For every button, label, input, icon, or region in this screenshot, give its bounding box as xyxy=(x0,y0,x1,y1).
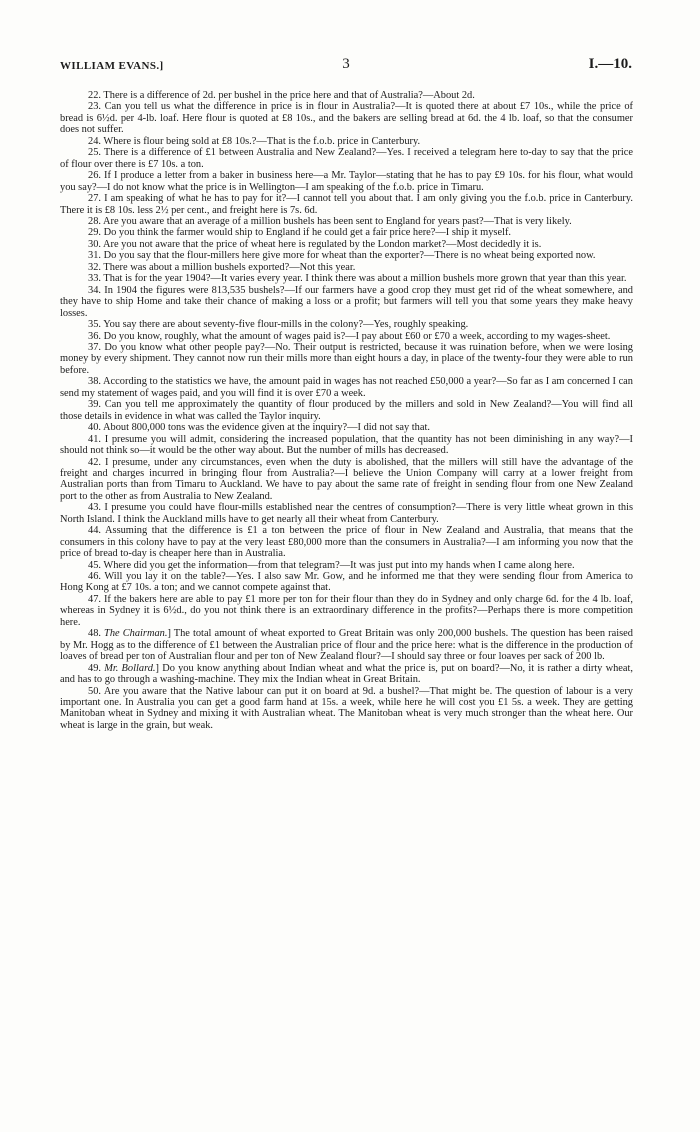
question-paragraph: 23. Can you tell us what the difference in price is in flour in Australia?—It is quoted there at about £7 10s., while the price of bread is 6½d. per 4-lb. loaf. Here flour is quoted at £8 10s., and the bakers are selling bread at 6d. the 4 lb. loaf, so that the consumer does not suffer. xyxy=(60,101,633,136)
question-paragraph: 48. The Chairman.] The total amount of wheat exported to Great Britain was only 200,000 bushels. The question has been raised by Mr. Hogg as to the difference of £1 between the Australian price of flour and the price here: what is the difference in the production of loaves of bread per ton of Australian flour and per ton of New Zealand flour?—I should say three or four loaves per sack of 200 lb. xyxy=(60,628,633,663)
question-paragraph: 40. About 800,000 tons was the evidence given at the inquiry?—I did not say that. xyxy=(88,422,430,434)
question-paragraph: 50. Are you aware that the Native labour can put it on board at 9d. a bushel?—That might be. The question of labour is a very important one. In Australia you can get a good farm hand at 15s. a week, while here he will cost you £1 5s. a week. They are getting Manitoban wheat in Sydney and mixing it with Australian wheat. The Manitoban wheat is very much stronger than the wheat here. Our wheat is large in the grain, but weak. xyxy=(60,685,633,731)
question-paragraph: 47. If the bakers here are able to pay £1 more per ton for their flour than they do in Sydney and only charge 6d. for the 4 lb. loaf, whereas in Sydney it is 6½d., do you not think there is an extraordinary difference in the profits?—Perhaps there is more competition here. xyxy=(60,593,633,628)
page-header xyxy=(60,56,632,76)
question-paragraph: 32. There was about a million bushels exported?—Not this year. xyxy=(88,261,356,273)
question-paragraph: 49. Mr. Bollard.] Do you know anything about Indian wheat and what the price is, put on board?—No, it is rather a dirty wheat, and has to go through a washing-machine. They mix the Indian wheat in Great Britain. xyxy=(60,662,633,686)
question-paragraph: 39. Can you tell me approximately the quantity of flour produced by the millers and sold in New Zealand?—You will find all those details in evidence in what was called the Taylor inquiry. xyxy=(60,399,633,422)
question-paragraph: 34. In 1904 the figures were 813,535 bushels?—If our farmers have a good crop they must get rid of the wheat somewhere, and they have to ship Home and take their chance of making a loss or a profit; but farmers will tell you that some years they make heavy losses. xyxy=(60,284,633,319)
question-paragraph: 28. Are you aware that an average of a million bushels has been sent to England for years past?—That is very likely. xyxy=(88,215,572,227)
speaker-name: Mr. Bollard. xyxy=(104,662,156,674)
question-paragraph: 26. If I produce a letter from a baker in business here—a Mr. Taylor—stating that he has to pay £9 10s. for his flour, what would you say?—I do not know what the price is in Wellington—I am speaking of the f.o.b. price in Timaru. xyxy=(60,170,633,193)
question-paragraph: 27. I am speaking of what he has to pay for it?—I cannot tell you about that. I am only giving you the f.o.b. price in Canterbury. There it is £8 10s. less 2½ per cent., and freight here is 7s. 6d. xyxy=(60,193,633,216)
question-paragraph: 22. There is a difference of 2d. per bushel in the price here and that of Australia?—About 2d. xyxy=(88,90,475,101)
witness-name: WILLIAM EVANS.] xyxy=(60,60,164,72)
document-reference: I.—10. xyxy=(588,56,632,72)
speaker-name: The Chairman. xyxy=(104,628,168,640)
question-paragraph: 38. According to the statistics we have, the amount paid in wages has not reached £50,000 a year?—So far as I am concerned I can send my statement of wages paid, and you will find it is over £70 a week. xyxy=(60,376,633,399)
question-paragraph: 29. Do you think the farmer would ship to England if he could get a fair price here?—I ship it myself. xyxy=(88,227,512,239)
question-paragraph: 42. I presume, under any circumstances, even when the duty is abolished, that the millers will still have the advantage of the freight and charges incurred in bringing flour from Australia?—I believe the Union Company will carry at a lower freight from Australian ports than from Timaru to Auckland. We have to pay about the same rate of freight in sending flour from one New Zealand port to the other as from Australia to New Zealand. xyxy=(60,456,633,502)
testimony-body xyxy=(60,90,633,731)
question-paragraph: 31. Do you say that the flour-millers here give more for wheat than the exporter?—There is no wheat being exported now. xyxy=(88,250,596,262)
question-paragraph: 33. That is for the year 1904?—It varies every year. I think there was about a million bushels more grown that year than this year. xyxy=(88,273,627,285)
question-paragraph: 46. Will you lay it on the table?—Yes. I also saw Mr. Gow, and he informed me that they were sending flour from America to Hong Kong at £7 10s. a ton; and we cannot compete against that. xyxy=(60,571,633,594)
question-paragraph: 36. Do you know, roughly, what the amount of wages paid is?—I pay about £60 or £70 a week, according to my wages-sheet. xyxy=(88,330,611,342)
question-paragraph: 30. Are you not aware that the price of wheat here is regulated by the London market?—Most decidedly it is. xyxy=(88,238,542,250)
question-paragraph: 37. Do you know what other people pay?—No. Their output is restricted, because it was ruination before, when we were losing money by every shipment. They cannot now run their mills more than eight hours a day, in place of the twenty-four they were able to run before. xyxy=(60,341,633,376)
question-paragraph: 43. I presume you could have flour-mills established near the centres of consumption?—There is very little wheat grown in this North Island. I think the Auckland mills have to get nearly all their wheat from Canterbury. xyxy=(60,502,633,525)
question-paragraph: 44. Assuming that the difference is £1 a ton between the price of flour in New Zealand and Australia, that means that the consumers in this colony have to pay at the very least £80,000 more than the consumers in Australia?—I am informing you now that the price of bread to-day is cheaper here than in Australia. xyxy=(60,525,633,560)
page-number: 3 xyxy=(342,56,350,72)
question-paragraph: 45. Where did you get the information—from that telegram?—It was just put into my hands when I came along here. xyxy=(88,559,575,571)
question-paragraph: 35. You say there are about seventy-five flour-mills in the colony?—Yes, roughly speaking. xyxy=(88,319,469,331)
question-paragraph: 25. There is a difference of £1 between Australia and New Zealand?—Yes. I received a telegram here to-day to say that the price of flour over there is £7 10s. a ton. xyxy=(60,147,633,170)
question-paragraph: 24. Where is flour being sold at £8 10s.?—That is the f.o.b. price in Canterbury. xyxy=(88,135,421,147)
question-paragraph: 41. I presume you will admit, considering the increased population, that the quantity has not been diminishing in any way?—I should not think so—it would be the other way about. But the number of mills has decreased. xyxy=(60,433,633,457)
